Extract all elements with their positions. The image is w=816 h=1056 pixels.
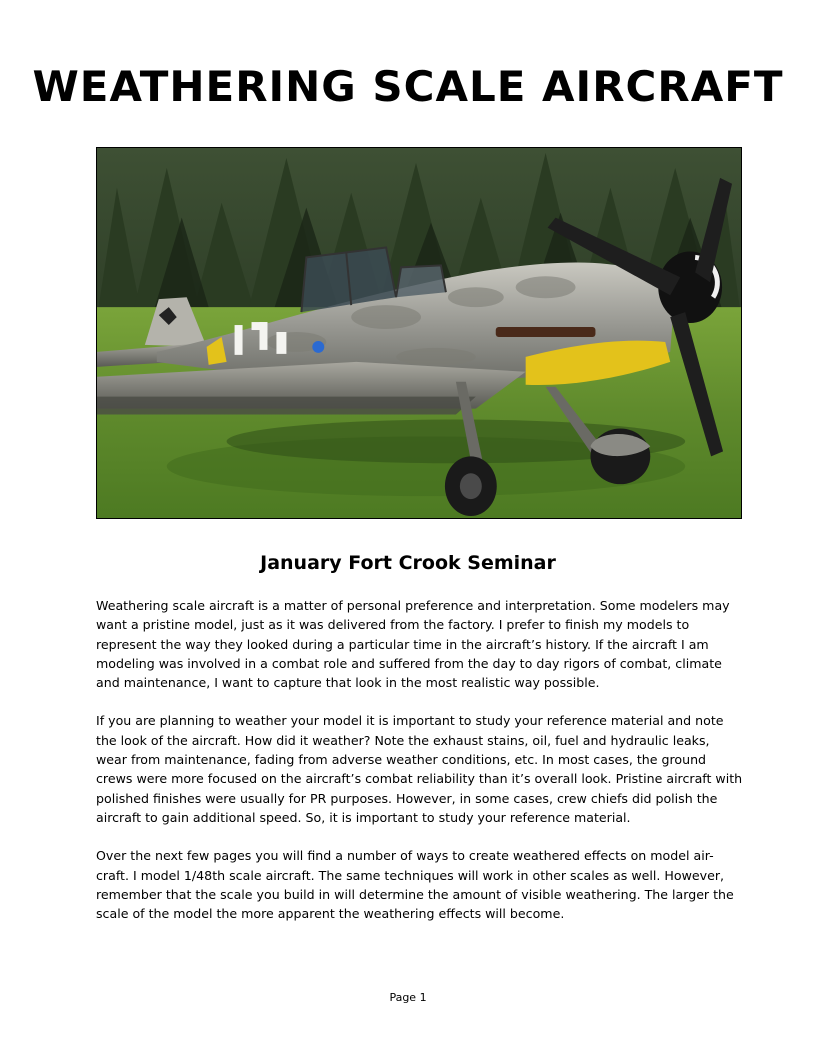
page-number: Page 1	[389, 991, 427, 1004]
paragraph-reference: If you are planning to weather your model it is important to study your reference material and note the look of the aircraft. How did it weather? Note the exhaust stains, oil, fuel and hydraulic leaks, wear from maintenance, fading from adverse weather conditions, etc. In most cases, the ground crews were more focused on the aircraft’s combat reliability than it’s overall look. Pristine aircraft with polished finishes were usually for PR purposes. However, in some cases, crew chiefs did polish the aircraft to gain additional speed. So, it is important to study your reference material.	[96, 713, 743, 825]
aircraft-model-photo	[96, 147, 742, 519]
page-title: WEATHERING SCALE AIRCRAFT	[32, 62, 784, 111]
article-body	[96, 596, 744, 942]
paragraph-techniques: Over the next few pages you will find a number of ways to create weathered effects on model air-craft. I model 1/48th scale aircraft. The same techniques will work in other scales as well. However, remember that the scale you build in will determine the amount of visible weathering. The larger the scale of the model the more apparent the weathering effects will become.	[96, 848, 734, 922]
paragraph-intro: Weathering scale aircraft is a matter of personal preference and interpretation. Some modelers may want a pristine model, just as it was delivered from the factory. I prefer to finish my models to represent the way they looked during a particular time in the aircraft’s history. If the aircraft I am modeling was involved in a combat role and suffered from the day to day rigors of combat, climate and maintenance, I want to capture that look in the most realistic way possible.	[96, 598, 730, 691]
seminar-subtitle: January Fort Crook Seminar	[260, 552, 556, 574]
